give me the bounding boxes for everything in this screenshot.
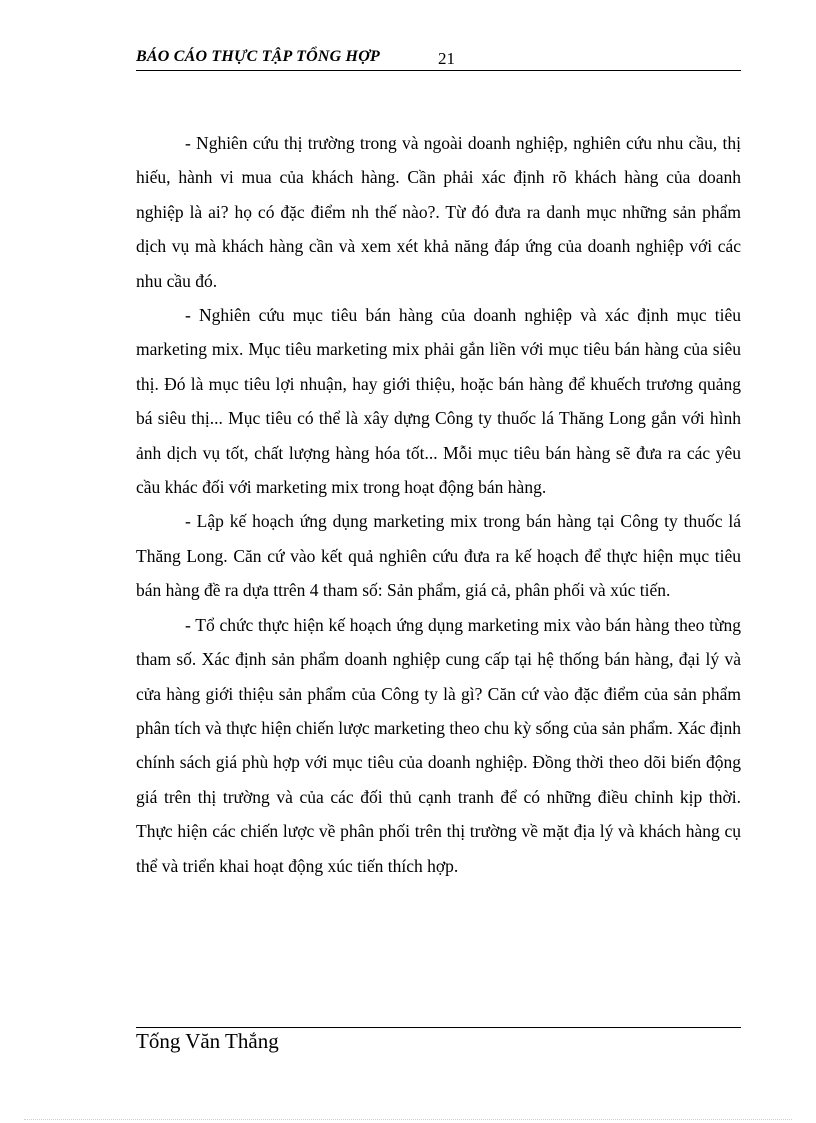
footer-divider bbox=[136, 1027, 741, 1028]
paragraph-sales-objectives: - Nghiên cứu mục tiêu bán hàng của doanh nghiệp và xác định mục tiêu marketing mix. Mục tiêu marketing mix phải gắn liền với mục tiêu bán hàng của siêu thị. Đó là mục tiêu lợi nhuận, hay giới thiệu, hoặc bán hàng để khuếch trương quảng bá siêu thị... Mục tiêu có thể là xây dựng Công ty thuốc lá Thăng Long gắn với hình ảnh dịch vụ tốt, chất lượng hàng hóa tốt... Mỗi mục tiêu bán hàng sẽ đưa ra các yêu cầu khác đối với marketing mix trong hoạt động bán hàng. bbox=[136, 305, 741, 498]
paragraph-planning: - Lập kế hoạch ứng dụng marketing mix trong bán hàng tại Công ty thuốc lá Thăng Long. Căn cứ vào kết quả nghiên cứu đưa ra kế hoạch để thực hiện mục tiêu bán hàng đề ra dựa ttrên 4 tham số: Sản phẩm, giá cả, phân phối và xúc tiến. bbox=[136, 511, 741, 601]
paragraph-implementation: - Tổ chức thực hiện kế hoạch ứng dụng marketing mix vào bán hàng theo từng tham số. Xác định sản phẩm doanh nghiệp cung cấp tại hệ thống bán hàng, đại lý và cửa hàng giới thiệu sản phẩm của Công ty là gì? Căn cứ vào đặc điểm của sản phẩm phân tích và thực hiện chiến lược marketing theo chu kỳ sống của sản phẩm. Xác định chính sách giá phù hợp với mục tiêu của doanh nghiệp. Đồng thời theo dõi biến động giá trên thị trường và của các đối thủ cạnh tranh để có những điều chỉnh kịp thời. Thực hiện các chiến lược về phân phối trên thị trường về mặt địa lý và khách hàng cụ thể và triển khai hoạt động xúc tiến thích hợp. bbox=[136, 614, 741, 876]
paragraph-market-research: - Nghiên cứu thị trường trong và ngoài doanh nghiệp, nghiên cứu nhu cầu, thị hiếu, hành vi mua của khách hàng. Cần phải xác định rõ khách hàng của doanh nghiệp là ai? họ có đặc điểm nh thế nào?. Từ đó đưa ra danh mục những sản phẩm dịch vụ mà khách hàng cần và xem xét khả năng đáp ứng của doanh nghiệp với các nhu cầu đó. bbox=[136, 133, 741, 291]
page-bottom-edge bbox=[24, 1119, 792, 1120]
body-text bbox=[136, 126, 741, 883]
author-name: Tống Văn Thắng bbox=[136, 1029, 279, 1053]
report-title: BÁO CÁO THỰC TẬP TỔNG HỢP bbox=[136, 48, 380, 65]
page-header bbox=[136, 48, 741, 71]
page-number: 21 bbox=[438, 49, 455, 68]
